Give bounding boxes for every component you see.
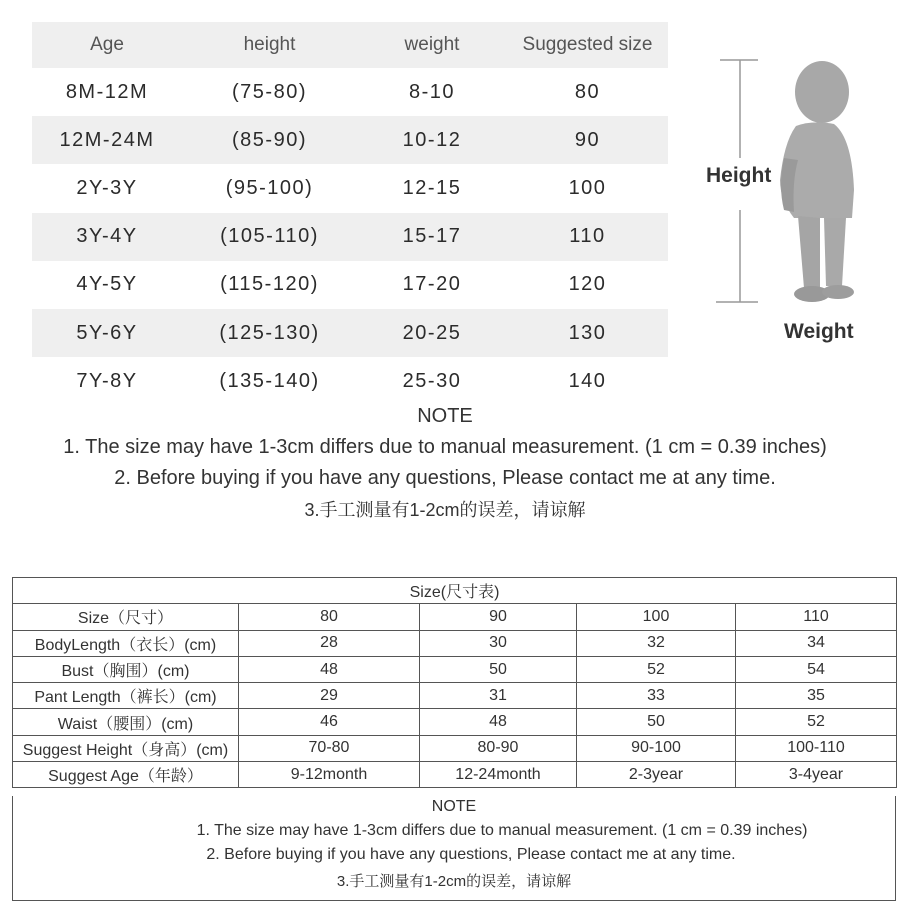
table-cell: 12-24month [420, 762, 577, 788]
note-title: NOTE [417, 405, 473, 427]
child-silhouette-icon [700, 50, 900, 360]
table-cell: 52 [736, 709, 897, 735]
cell-size: 110 [507, 213, 668, 261]
note-line: 1. The size may have 1-3cm differs due to manual measurement. (1 cm = 0.39 inches) [63, 436, 827, 458]
header-suggested-size: Suggested size [507, 22, 668, 68]
cell-height: (75-80) [182, 68, 357, 116]
cell-size: 140 [507, 357, 668, 405]
cell-weight: 10-12 [357, 116, 507, 164]
table-cell: 100 [577, 604, 736, 630]
cell-weight: 8-10 [357, 68, 507, 116]
cell-height: (95-100) [182, 164, 357, 212]
cell-age: 2Y-3Y [32, 164, 182, 212]
table-cell: 30 [420, 630, 577, 656]
table-row [13, 709, 897, 735]
table-cell: 28 [239, 630, 420, 656]
note-line: 2. Before buying if you have any questions, Please contact me at any time. [114, 467, 776, 489]
table-row [13, 683, 897, 709]
table-caption-row [13, 578, 897, 604]
cell-height: (115-120) [182, 261, 357, 309]
top-note [0, 405, 890, 522]
table-cell: 3-4year [736, 762, 897, 788]
cell-size: 80 [507, 68, 668, 116]
table-cell: 80 [239, 604, 420, 630]
table-cell: 33 [577, 683, 736, 709]
table-row [13, 735, 897, 761]
table-cell: 50 [577, 709, 736, 735]
table-row [13, 630, 897, 656]
table-cell: 50 [420, 656, 577, 682]
table-cell: 35 [736, 683, 897, 709]
table-cell: 32 [577, 630, 736, 656]
table-cell: 100-110 [736, 735, 897, 761]
note-line: 1. The size may have 1-3cm differs due to manual measurement. (1 cm = 0.39 inches) [196, 822, 808, 839]
table-cell: 31 [420, 683, 577, 709]
table-cell: 34 [736, 630, 897, 656]
row-label: Waist（腰围）(cm) [13, 709, 239, 735]
table-cell: 46 [239, 709, 420, 735]
cell-height: (135-140) [182, 357, 357, 405]
table-caption: Size(尺寸表) [13, 578, 897, 604]
table-cell: 9-12month [239, 762, 420, 788]
table-row [32, 164, 668, 212]
row-label: BodyLength（衣长）(cm) [13, 630, 239, 656]
row-label: Size（尺寸） [13, 604, 239, 630]
table-row [13, 604, 897, 630]
cell-height: (85-90) [182, 116, 357, 164]
table-cell: 80-90 [420, 735, 577, 761]
cell-height: (125-130) [182, 309, 357, 357]
row-label: Suggest Height（身高）(cm) [13, 735, 239, 761]
note-line: 3.手工测量有1-2cm的误差，请谅解 [304, 500, 586, 520]
table-cell: 90-100 [577, 735, 736, 761]
header-age: Age [32, 22, 182, 68]
table-row [32, 116, 668, 164]
note-line: 3.手工测量有1-2cm的误差，请谅解 [336, 873, 572, 890]
row-label: Bust（胸围）(cm) [13, 656, 239, 682]
table-row [32, 357, 668, 405]
cell-weight: 15-17 [357, 213, 507, 261]
cell-weight: 20-25 [357, 309, 507, 357]
weight-label: Weight [784, 320, 854, 343]
table-row [32, 309, 668, 357]
table-cell: 70-80 [239, 735, 420, 761]
cell-size: 100 [507, 164, 668, 212]
header-height: height [182, 22, 357, 68]
table-row [32, 261, 668, 309]
table-row [13, 762, 897, 788]
cell-age: 8M-12M [32, 68, 182, 116]
cell-size: 130 [507, 309, 668, 357]
table-cell: 110 [736, 604, 897, 630]
cell-age: 12M-24M [32, 116, 182, 164]
row-label: Pant Length（裤长）(cm) [13, 683, 239, 709]
cell-weight: 25-30 [357, 357, 507, 405]
table-cell: 90 [420, 604, 577, 630]
cell-age: 3Y-4Y [32, 213, 182, 261]
row-label: Suggest Age（年龄） [13, 762, 239, 788]
cell-age: 5Y-6Y [32, 309, 182, 357]
note-line: 2. Before buying if you have any questions, Please contact me at any time. [206, 846, 736, 863]
garment-size-table [12, 577, 897, 788]
age-size-chart [32, 22, 668, 405]
table-cell: 2-3year [577, 762, 736, 788]
height-label: Height [706, 164, 772, 187]
cell-size: 90 [507, 116, 668, 164]
table-cell: 48 [420, 709, 577, 735]
cell-size: 120 [507, 261, 668, 309]
bottom-note [12, 796, 896, 901]
table-cell: 52 [577, 656, 736, 682]
cell-age: 7Y-8Y [32, 357, 182, 405]
table-cell: 48 [239, 656, 420, 682]
table-cell: 29 [239, 683, 420, 709]
cell-age: 4Y-5Y [32, 261, 182, 309]
table-row [13, 656, 897, 682]
table-row [32, 213, 668, 261]
cell-weight: 12-15 [357, 164, 507, 212]
table-cell: 54 [736, 656, 897, 682]
header-weight: weight [357, 22, 507, 68]
cell-weight: 17-20 [357, 261, 507, 309]
cell-height: (105-110) [182, 213, 357, 261]
table-row [32, 68, 668, 116]
chart-header-row [32, 22, 668, 68]
note-title: NOTE [431, 798, 477, 815]
child-measurement-figure [700, 50, 900, 360]
